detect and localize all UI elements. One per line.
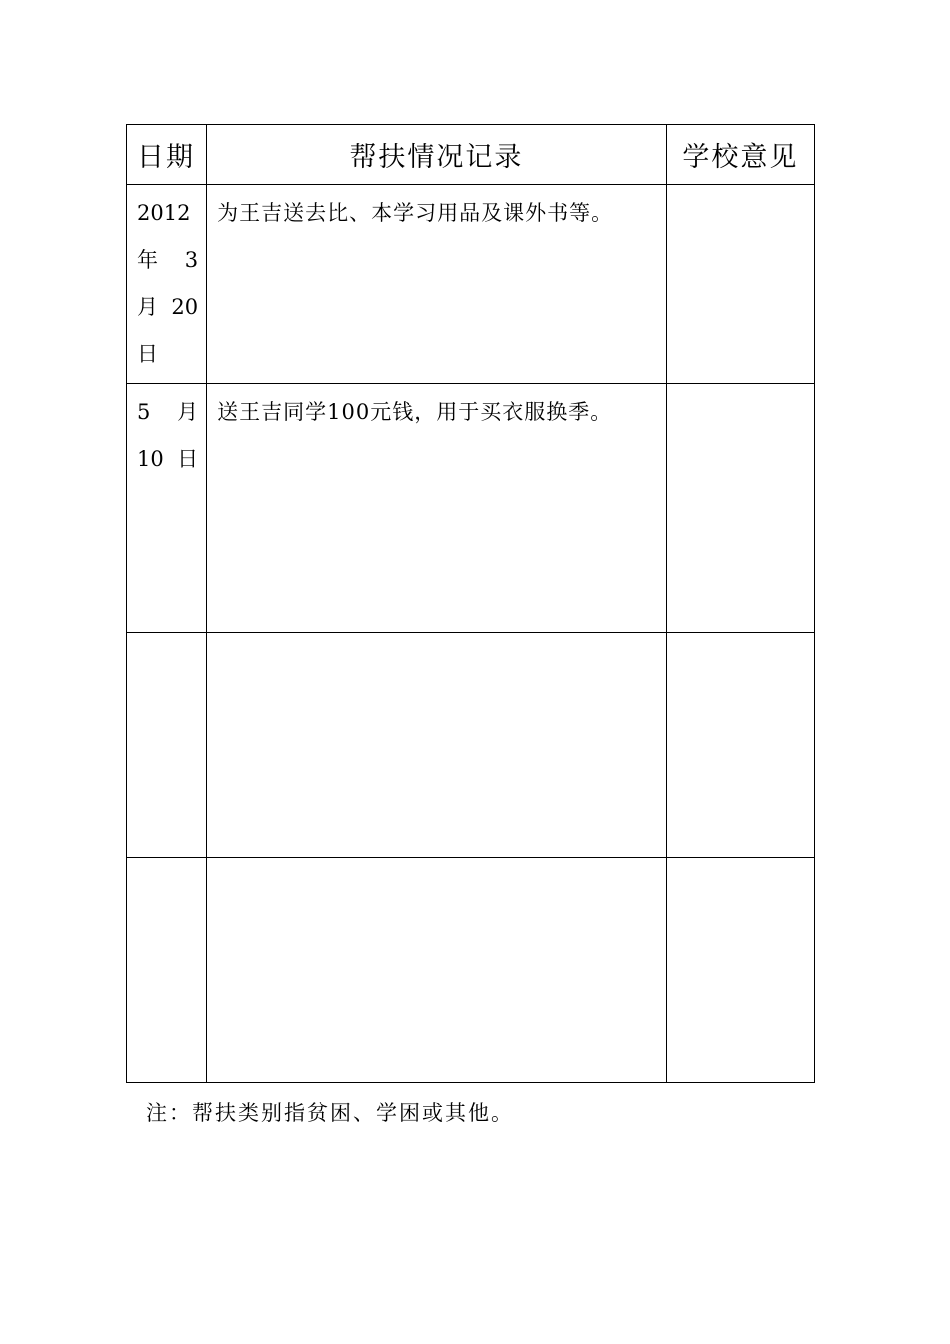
opinion-cell <box>666 384 814 633</box>
opinion-cell <box>666 858 814 1083</box>
date-line: 日 <box>137 342 158 366</box>
date-cell <box>127 384 207 633</box>
opinion-cell <box>666 185 814 384</box>
date-line: 5 月 <box>137 400 199 424</box>
date-line: 年 3 <box>137 248 199 272</box>
date-cell <box>127 633 207 858</box>
opinion-cell <box>666 633 814 858</box>
header-date: 日期 <box>127 125 207 185</box>
date-cell <box>127 858 207 1083</box>
table-row <box>127 858 815 1083</box>
record-cell <box>207 633 667 858</box>
record-cell: 送王吉同学100元钱，用于买衣服换季。 <box>207 384 667 633</box>
table-row <box>127 633 815 858</box>
date-line: 10日 <box>137 447 199 471</box>
date-line: 2012 <box>137 201 191 225</box>
record-cell: 为王吉送去比、本学习用品及课外书等。 <box>207 185 667 384</box>
date-cell <box>127 185 207 384</box>
table-row <box>127 185 815 384</box>
assistance-record-table <box>126 124 815 1083</box>
record-cell <box>207 858 667 1083</box>
header-record: 帮扶情况记录 <box>207 125 667 185</box>
table-header-row <box>127 125 815 185</box>
table-row <box>127 384 815 633</box>
footnote: 注：帮扶类别指贫困、学困或其他。 <box>146 1101 514 1125</box>
header-school-opinion: 学校意见 <box>666 125 814 185</box>
date-line: 月 20 <box>137 295 199 319</box>
